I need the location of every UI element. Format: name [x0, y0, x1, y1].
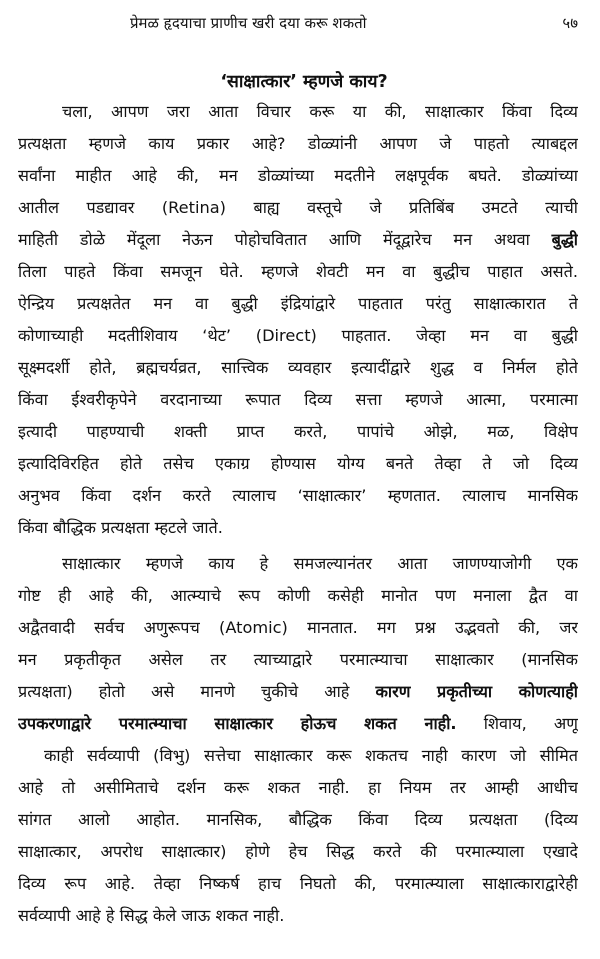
paragraph-1: [18, 96, 578, 544]
text-fragment: प्रत्यक्षता) होतो असे मानणे चुकीचे आहे: [18, 682, 350, 701]
text-line: इत्यादी पाहण्याची शक्ती प्राप्त करते, पापांचे ओझे, मळ, विक्षेप: [18, 422, 578, 441]
text-fragment: शिवाय, अणू: [483, 714, 578, 733]
text-line: कोणाच्याही मदतीशिवाय ‘थेट’ (Direct) पाहतात. जेव्हा मन वा बुद्धी: [18, 326, 578, 345]
text-line: दिव्य रूप आहे. तेव्हा निष्कर्ष हाच निघतो की, परमात्म्याला साक्षात्काराद्वारेही: [18, 874, 578, 893]
text-line: आतील पडद्यावर (Retina) बाह्य वस्तूचे जे प्रतिबिंब उमटते त्याची: [18, 198, 578, 217]
text-line: आहे तो असीमिताचे दर्शन करू शकत नाही. हा नियम तर आम्ही आधीच: [18, 778, 578, 797]
text-line: अद्वैतवादी सर्वच अणुरूपच (Atomic) मानतात. मग प्रश्न उद्भवतो की, जर: [18, 618, 578, 637]
text-line: तिला पाहते किंवा समजून घेते. म्हणजे शेवटी मन वा बुद्धीच पाहात असते.: [18, 262, 578, 281]
text-line: साक्षात्कार, अपरोध साक्षात्कार) होणे हेच सिद्ध करते की परमात्म्याला एखादे: [18, 842, 578, 861]
text-line: सर्वव्यापी आहे हे सिद्ध केले जाऊ शकत नाही.: [18, 906, 285, 925]
text-line: [18, 224, 578, 256]
bold-word: बुद्धी: [551, 230, 578, 249]
text-line: प्रत्यक्षता म्हणजे काय प्रकार आहे? डोळ्यांनी आपण जे पाहतो त्याबद्दल: [18, 134, 578, 153]
text-line: सूक्ष्मदर्शी होते, ब्रह्मचर्यव्रत, सात्त्विक व्यवहार इत्यादींद्वारे शुद्ध व निर्मल होते: [18, 358, 578, 377]
text-line: किंवा बौद्धिक प्रत्यक्षता म्हटले जाते.: [18, 518, 223, 537]
text-line: [18, 676, 578, 708]
text-line: अनुभव किंवा दर्शन करते त्यालाच ‘साक्षात्कार’ म्हणतात. त्यालाच मानसिक: [18, 486, 578, 505]
text-line: गोष्ट ही आहे की, आत्म्याचे रूप कोणी कसेही मानोत पण मनाला द्वैत वा: [18, 586, 578, 605]
running-header: [18, 12, 578, 34]
text-line: इत्यादिविरहित होते तसेच एकाग्र होण्यास योग्य बनते तेव्हा ते जो दिव्य: [18, 454, 578, 473]
text-line: काही सर्वव्यापी (विभु) सत्तेचा साक्षात्कार करू शकतच नाही कारण जो सीमित: [44, 746, 578, 765]
text-fragment: माहिती डोळे मेंदूला नेऊन पोहोचवितात आणि मेंदूद्वारेच मन अथवा: [18, 230, 530, 249]
paragraph-2: [18, 548, 578, 932]
text-line: साक्षात्कार म्हणजे काय हे समजल्यानंतर आता जाणण्याजोगी एक: [62, 554, 578, 573]
text-line: किंवा ईश्वरीकृपेने वरदानाच्या रूपात दिव्य सत्ता म्हणजे आत्मा, परमात्मा: [18, 390, 578, 409]
text-line: ऐन्द्रिय प्रत्यक्षतेत मन वा बुद्धी इंद्रियांद्वारे पाहतात परंतु साक्षात्कारात ते: [18, 294, 578, 313]
bold-phrase: कारण प्रकृतीच्या कोणत्याही: [375, 682, 578, 701]
bold-phrase: उपकरणाद्वारे परमात्म्याचा साक्षात्कार होऊच शकत नाही.: [18, 714, 457, 733]
text-line: चला, आपण जरा आता विचार करू या की, साक्षात्कार किंवा दिव्य: [62, 102, 578, 121]
running-title: प्रेमळ हृदयाचा प्राणीच खरी दया करू शकतो: [130, 14, 367, 32]
text-line: [18, 708, 578, 740]
text-line: सर्वांना माहीत आहे की, मन डोळ्यांच्या मदतीने लक्षपूर्वक बघते. डोळ्यांच्या: [18, 166, 578, 185]
section-heading: ‘साक्षात्कार’ म्हणजे काय?: [220, 72, 388, 92]
text-line: सांगत आलो आहोत. मानसिक, बौद्धिक किंवा दिव्य प्रत्यक्षता (दिव्य: [18, 810, 578, 829]
page-number: ५७: [562, 14, 578, 32]
text-line: मन प्रकृतीकृत असेल तर त्याच्याद्वारे परमात्म्याचा साक्षात्कार (मानसिक: [18, 650, 578, 669]
